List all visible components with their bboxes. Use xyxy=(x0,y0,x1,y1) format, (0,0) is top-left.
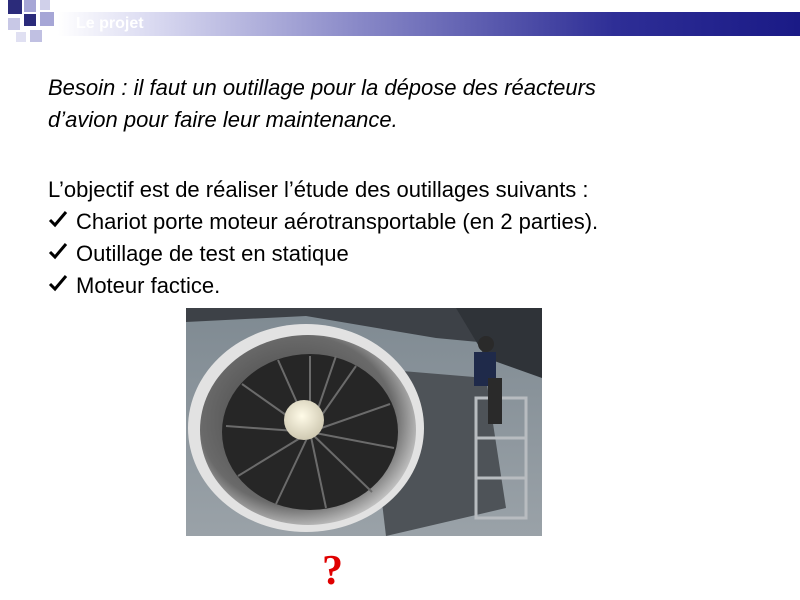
need-statement xyxy=(48,72,596,136)
list-item-text: Moteur factice. xyxy=(76,273,221,298)
objective-section xyxy=(48,174,598,302)
objective-list xyxy=(48,206,598,302)
slide-title: Le projet xyxy=(76,15,144,32)
header-bar xyxy=(58,12,800,36)
checkmark-icon xyxy=(48,206,72,238)
need-line-2: d’avion pour faire leur maintenance. xyxy=(48,107,398,132)
list-item xyxy=(48,270,598,302)
checkmark-icon xyxy=(48,270,72,302)
list-item-text: Chariot porte moteur aérotransportable (en 2 parties). xyxy=(76,209,599,234)
jet-engine-photo xyxy=(186,308,542,536)
list-item xyxy=(48,206,598,238)
objective-intro: L’objectif est de réaliser l’étude des outillages suivants : xyxy=(48,177,589,202)
list-item xyxy=(48,238,598,270)
need-line-1: Besoin : il faut un outillage pour la dépose des réacteurs xyxy=(48,75,596,100)
question-mark: ? xyxy=(322,548,343,594)
checkmark-icon xyxy=(48,238,72,270)
list-item-text: Outillage de test en statique xyxy=(76,241,349,266)
